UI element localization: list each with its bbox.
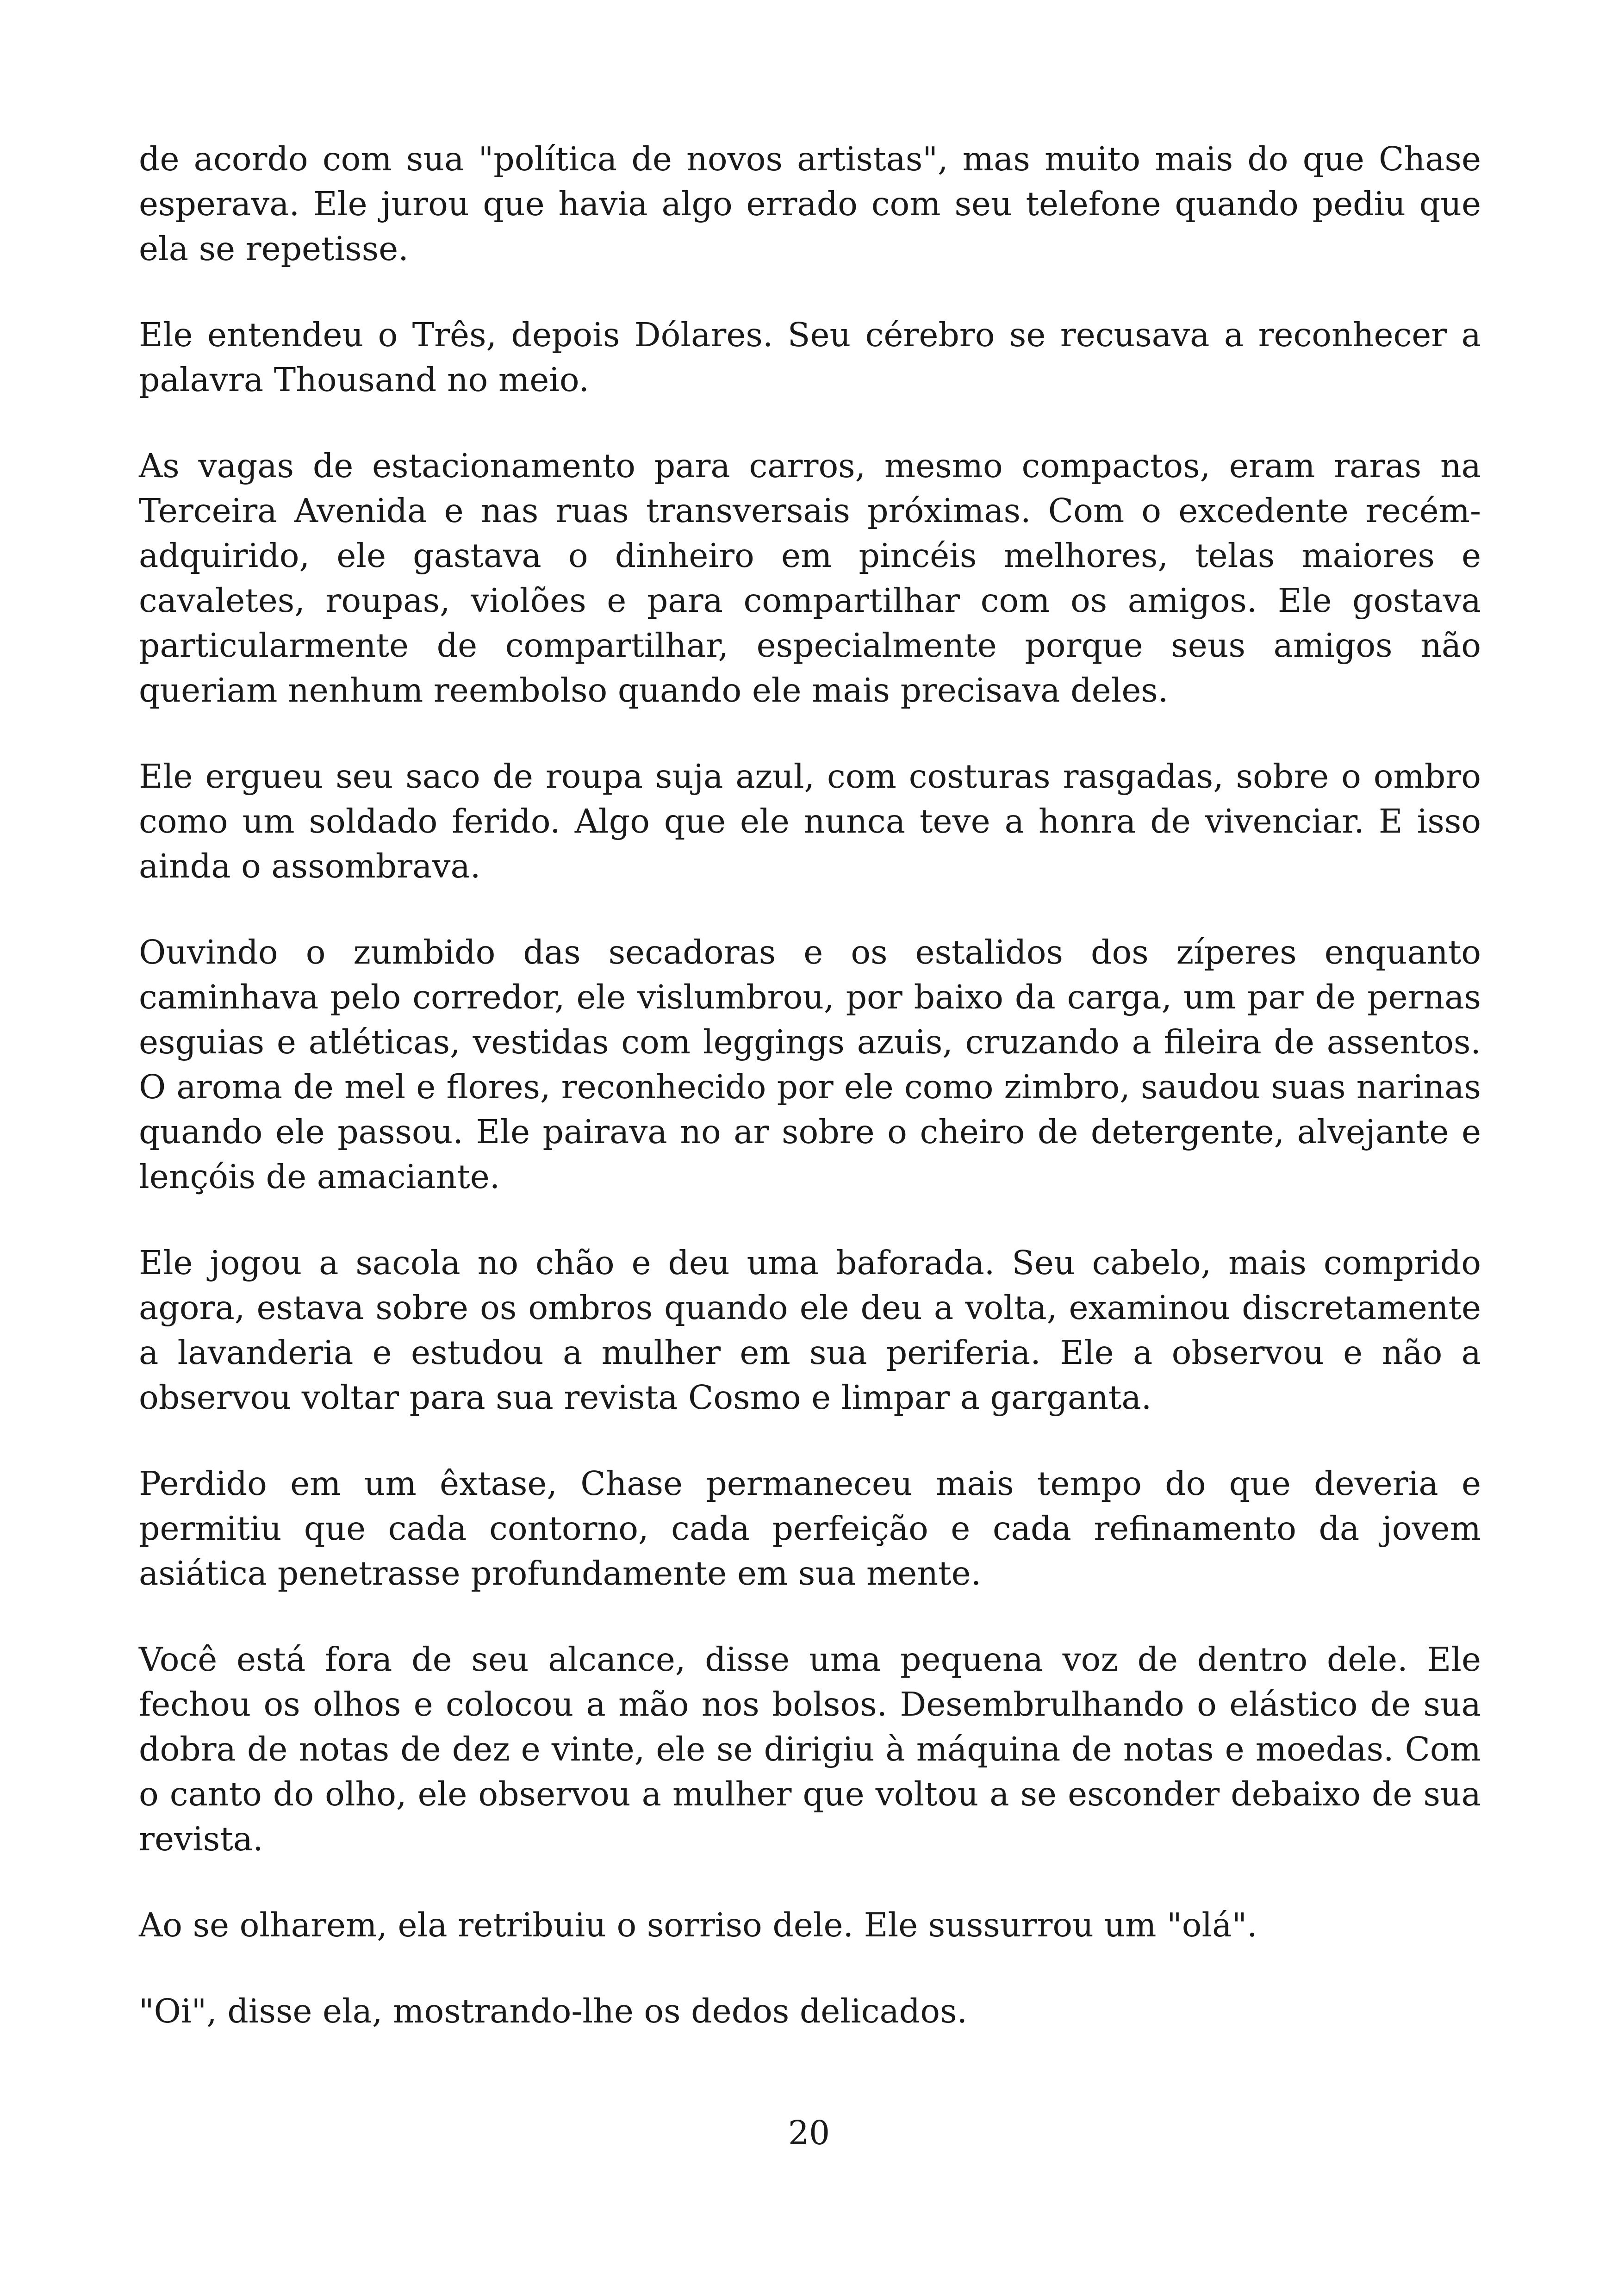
paragraph-6: Ele jogou a sacola no chão e deu uma baforada. Seu cabelo, mais comprido agora, estava sobre os ombros quando ele deu a volta, examinou discretamente a lavanderia e estudou a mulher em sua periferia. Ele a observou e não a observou voltar para sua revista Cosmo e limpar a garganta. [139,1244,1481,1417]
paragraph-2: Ele entendeu o Três, depois Dólares. Seu cérebro se recusava a reconhecer a palavra Thousand no meio. [139,316,1481,399]
page-number: 20 [788,2114,830,2152]
paragraph-8: Você está fora de seu alcance, disse uma pequena voz de dentro dele. Ele fechou os olhos e colocou a mão nos bolsos. Desembrulhando o elástico de sua dobra de notas de dez e vinte, ele se dirigiu à máquina de notas e moedas. Com o canto do olho, ele observou a mulher que voltou a se esconder debaixo de sua revista. [139,1640,1481,1858]
paragraph-9: Ao se olharem, ela retribuiu o sorriso dele. Ele sussurrou um "olá". [139,1906,1257,1944]
body-text [139,137,1481,2034]
paragraph-4: Ele ergueu seu saco de roupa suja azul, com costuras rasgadas, sobre o ombro como um soldado ferido. Algo que ele nunca teve a honra de vivenciar. E isso ainda o assombrava. [139,757,1481,885]
paragraph-10: "Oi", disse ela, mostrando-lhe os dedos delicados. [139,1992,968,2030]
paragraph-3: As vagas de estacionamento para carros, mesmo compactos, eram raras na Terceira Avenida e nas ruas transversais próximas. Com o excedente recém-adquirido, ele gastava o dinheiro em pincéis melhores, telas maiores e cavaletes, roupas, violões e para compartilhar com os amigos. Ele gostava particularmente de compartilhar, especialmente porque seus amigos não queriam nenhum reembolso quando ele mais precisava deles. [139,447,1481,709]
paragraph-7: Perdido em um êxtase, Chase permaneceu mais tempo do que deveria e permitiu que cada contorno, cada perfeição e cada refinamento da jovem asiática penetrasse profundamente em sua mente. [139,1464,1481,1593]
paragraph-1: de acordo com sua "política de novos artistas", mas muito mais do que Chase esperava. Ele jurou que havia algo errado com seu telefone quando pediu que ela se repetisse. [139,140,1481,268]
paragraph-5: Ouvindo o zumbido das secadoras e os estalidos dos zíperes enquanto caminhava pelo corredor, ele vislumbrou, por baixo da carga, um par de pernas esguias e atléticas, vestidas com leggings azuis, cruzando a fileira de assentos. O aroma de mel e flores, reconhecido por ele como zimbro, saudou suas narinas quando ele passou. Ele pairava no ar sobre o cheiro de detergente, alvejante e lençóis de amaciante. [139,933,1481,1196]
